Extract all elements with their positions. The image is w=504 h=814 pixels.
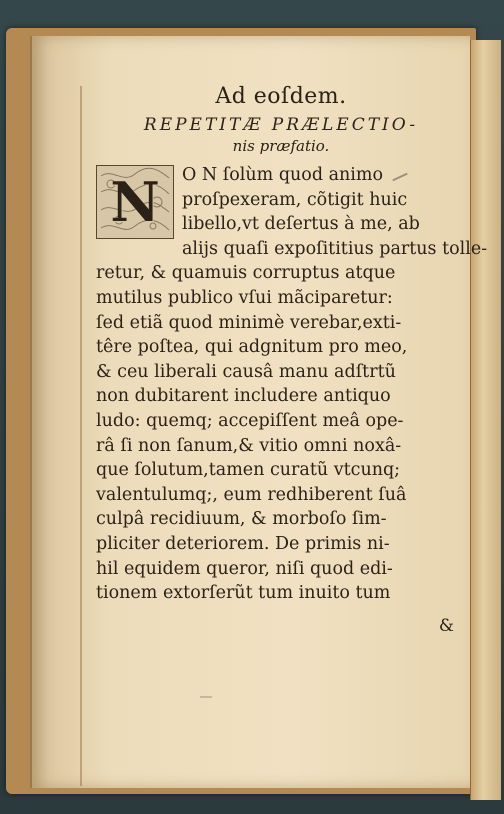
- printed-text-block: [96, 84, 488, 636]
- text-line: hil equidem queror, niſi quod edi-: [96, 558, 393, 579]
- text-line: alijs quaſi expoſititius partus tolle-: [182, 238, 488, 259]
- text-line: libello,vt deſertus à me, ab: [182, 214, 420, 235]
- text-line: mutilus publico vſui mãciparetur:: [96, 287, 393, 308]
- text-line: & ceu liberali causâ manu adſtrtũ: [96, 361, 396, 382]
- text-line: O N ſolùm quod animo: [182, 165, 384, 185]
- text-line: retur, & quamuis corruptus atque: [96, 263, 396, 284]
- text-line: culpâ recidiuum, & morboſo ſim-: [96, 509, 387, 530]
- section-title: REPETITÆ PRÆLECTIO-: [143, 115, 419, 135]
- text-line: tionem extorſerũt tum inuito tum: [96, 583, 391, 604]
- text-line: râ ſi non ſanum,& vitio omni noxâ-: [96, 435, 402, 456]
- catchword: &: [438, 615, 454, 636]
- pencil-mark: [200, 696, 212, 698]
- text-line: que ſolutum,tamen curatũ vtcunq;: [96, 460, 401, 481]
- text-line: valentulumq;, eum redhiberent ſuâ: [96, 484, 407, 505]
- text-line: ſed etiã quod minimè verebar,exti-: [96, 312, 402, 333]
- text-line: pliciter deteriorem. De primis ni-: [96, 533, 390, 554]
- text-line: proſpexeram, cõtigit huic: [182, 189, 408, 210]
- text-line: têre poſtea, qui adgnitum pro meo,: [96, 337, 408, 358]
- text-line: non dubitarent includere antiquo: [96, 386, 391, 407]
- body-text: [96, 163, 488, 606]
- running-head: Ad eoſdem.: [215, 84, 347, 109]
- initial-letter: N: [110, 169, 160, 234]
- decorated-initial: [96, 165, 174, 239]
- gutter-line: [80, 86, 82, 786]
- page-edges: [470, 40, 501, 800]
- text-line: ludo: quemq; accepiſſent meâ ope-: [96, 410, 404, 431]
- section-subtitle: nis præfatio.: [232, 137, 330, 155]
